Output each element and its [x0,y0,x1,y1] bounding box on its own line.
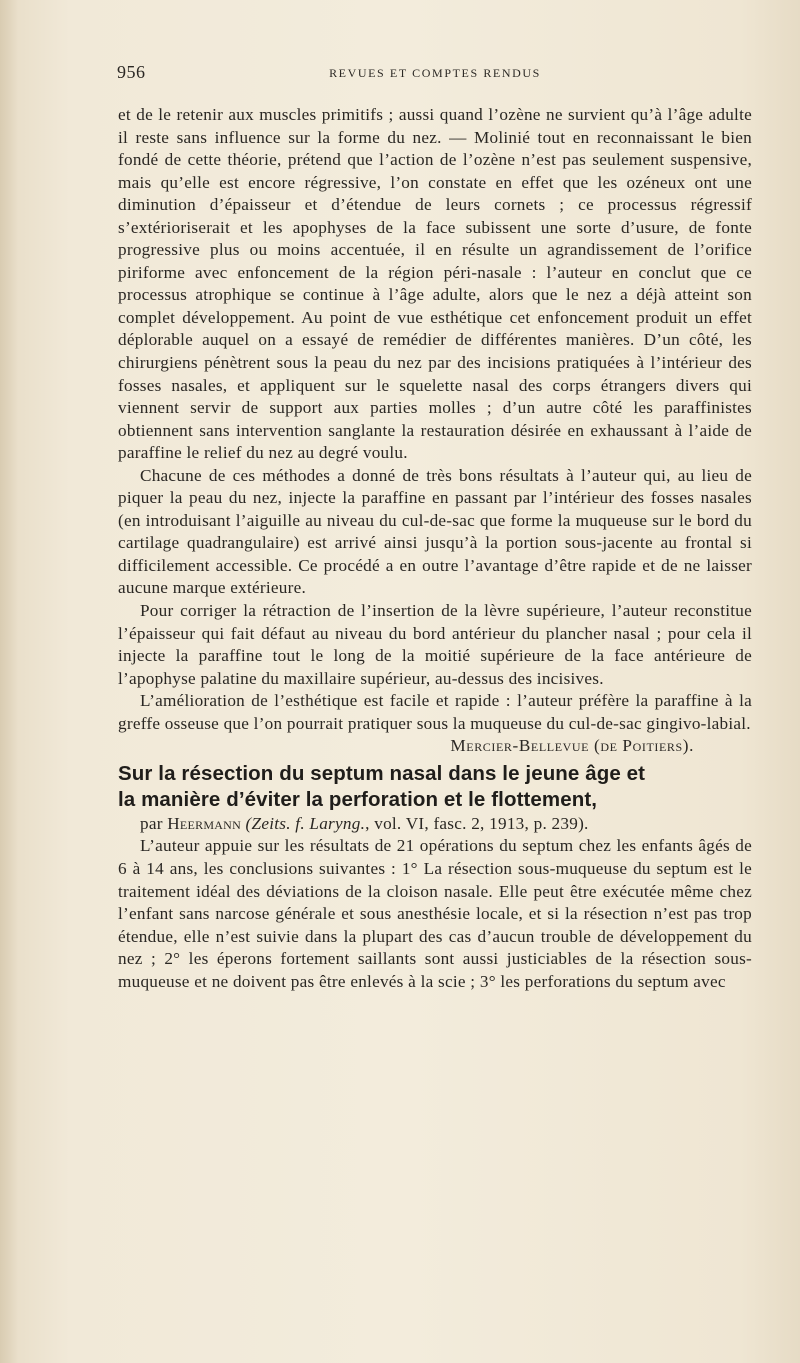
paragraph-4: L’amélioration de l’esthétique est facile et rapide : l’auteur préfère la paraffine à la greffe osseuse que l’on pourrait pratiquer sous la muqueuse du cul-de-sac gingivo-labial. [118,691,752,733]
reviewer-signature: Mercier-Bellevue (de Poitiers). [450,736,694,756]
paragraph-2: Chacune de ces méthodes a donné de très bons résultats à l’auteur qui, au lieu de piquer la peau du nez, injecte la paraffine en passant par l’intérieur des fosses nasales (en introduisant l’aiguille au niveau du cul-de-sac que forme la muqueuse sur le bord du cartilage quadrangulaire) est arrivé ainsi jusqu’à la portion sous-jacente au frontal si difficilement accessible. Ce procédé a en outre l’avantage d’être rapide et de ne laisser aucune marque extérieure. [118,465,752,598]
article-citation [118,813,752,836]
citation-author: Heermann [167,813,241,833]
running-head [117,62,753,86]
article-title [118,761,752,813]
paragraph-5: L’auteur appuie sur les résultats de 21 opérations du septum chez les enfants âgés de 6 à 14 ans, les conclusions suivantes : 1° La résection sous-muqueuse du septum est le traitement idéal des déviations de la cloison nasale. Elle peut être exécutée même chez l’enfant sans narcose générale et sous anesthésie locale, et si la résection n’est pas trop étendue, elle n’est suivie dans la plupart des cas d’aucun trouble de développement du nez ; 2° les éperons fortement saillants sont aussi justiciables de la résection sous-muqueuse et ne doivent pas être enlevés à la scie ; 3° les perforations du septum avec [118,836,752,991]
article-title-line-2: la manière d’éviter la perforation et le flottement, [118,787,598,811]
paragraph-1: et de le retenir aux muscles primitifs ; aussi quand l’ozène ne survient qu’à l’âge adulte il reste sans influence sur la forme du nez. — Molinié tout en reconnaissant le bien fondé de cette théorie, prétend que l’action de l’ozène n’est pas seulement suspensive, mais qu’elle est encore régressive, l’on constate en effet que les ozéneux ont une diminution d’épaisseur et d’étendue de leurs cornets ; ce processus régressif s’extérioriserait et les apophyses de la face subissent une sorte d’usure, de fonte progressive plus ou moins accentuée, il en résulte un agrandissement de l’orifice piriforme avec enfoncement de la région péri-nasale : l’auteur en conclut que ce processus atrophique se continue à l’âge adulte, alors que le nez a déjà atteint son complet développement. Au point de vue esthétique cet enfoncement produit un effet déplorable auquel on a essayé de remédier de différentes manières. D’un côté, les chirurgiens pénètrent sous la peau du nez par des incisions pratiquées à l’intérieur des fosses nasales, et appliquent sur le squelette nasal des corps étrangers divers qui viennent servir de support aux parties molles ; d’un autre côté les paraffinistes obtiennent sans intervention sanglante la restauration désirée en exhaussant à l’aide de paraffine le relief du nez au degré voulu. [118,105,752,463]
article-title-line-1: Sur la résection du septum nasal dans le jeune âge et [118,761,646,785]
citation-journal: (Zeits. f. Laryng. [245,813,366,833]
section-title: REVUES ET COMPTES RENDUS [329,66,541,80]
page-number: 956 [117,62,146,82]
citation-prefix: par [140,813,163,833]
citation-rest: , vol. VI, fasc. 2, 1913, p. 239). [365,813,589,833]
body-text [118,104,752,993]
paragraph-3: Pour corriger la rétraction de l’insertion de la lèvre supérieure, l’auteur reconstitue l’épaisseur qui fait défaut au niveau du bord antérieur du plancher nasal ; pour cela il injecte la paraffine tout le long de la moitié supérieure de la face antérieure de l’apophyse palatine du maxillaire supérieur, au-dessus des incisives. [118,601,752,688]
binding-shadow [0,0,18,1363]
